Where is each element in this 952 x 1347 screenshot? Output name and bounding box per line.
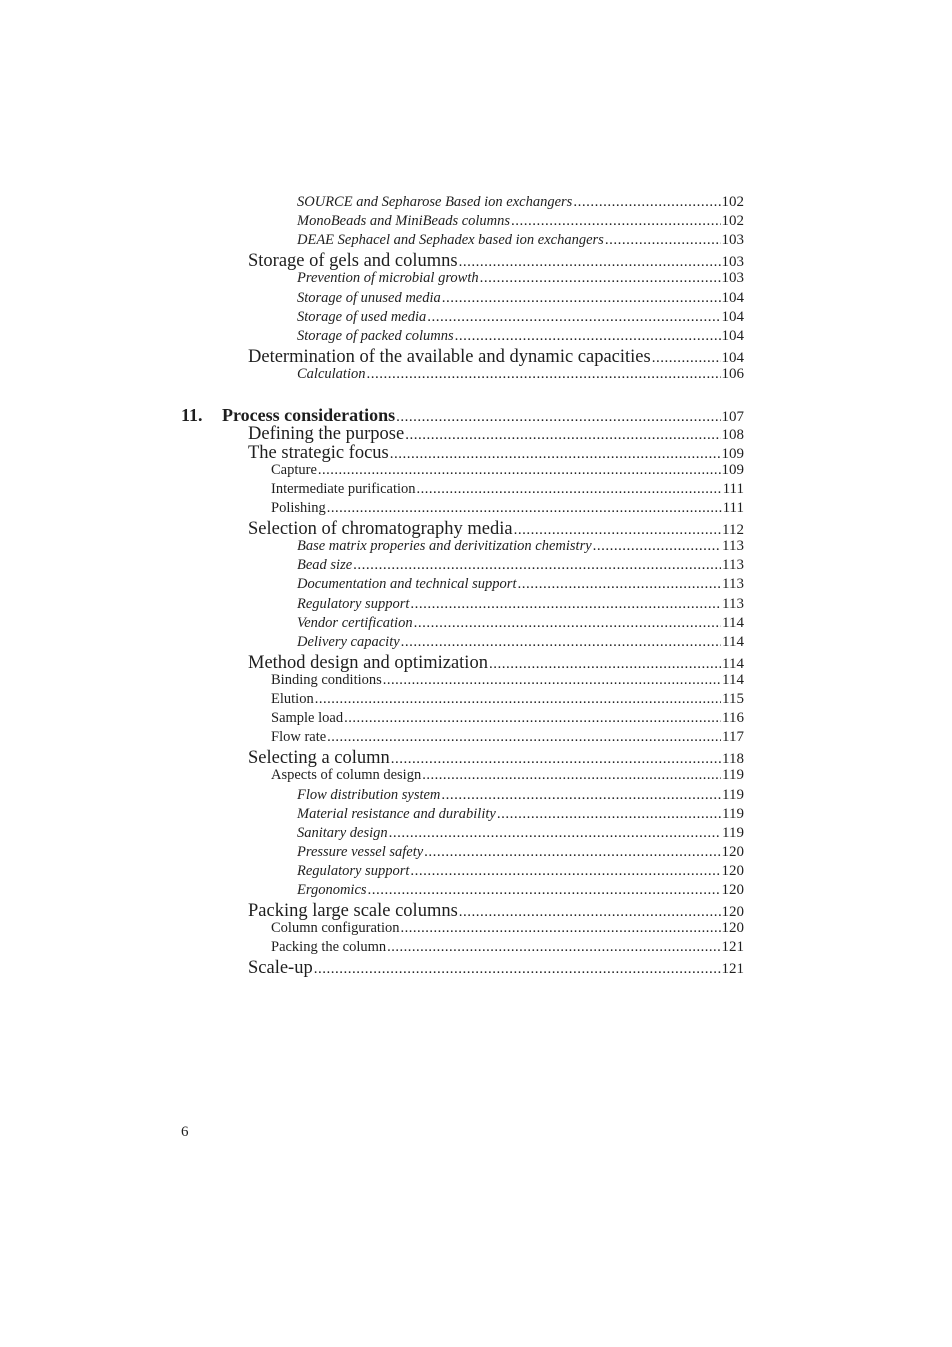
toc-entry xyxy=(297,232,744,249)
toc-entry-page: 109 xyxy=(721,461,744,478)
toc-entry-title: Sample load xyxy=(271,710,344,727)
dot-leader xyxy=(514,522,721,539)
toc-entry xyxy=(297,270,744,287)
toc-entry xyxy=(297,806,744,823)
toc-entry-page: 114 xyxy=(722,614,744,631)
dot-leader xyxy=(489,656,721,673)
toc-entry xyxy=(297,634,744,651)
dot-leader xyxy=(593,538,721,555)
toc-entry-title: Ergonomics xyxy=(297,882,367,898)
toc-entry xyxy=(297,366,744,383)
toc-entry-page: 113 xyxy=(722,576,744,593)
toc-entry-title: Regulatory support xyxy=(297,595,410,612)
toc-entry-page: 103 xyxy=(721,254,744,271)
toc-entry-page: 104 xyxy=(721,349,744,366)
toc-entry-page: 120 xyxy=(721,862,744,879)
toc-entry-page: 102 xyxy=(721,213,744,230)
toc-entry-title: Storage of packed columns xyxy=(297,327,454,344)
toc-entry xyxy=(271,672,744,689)
toc-entry-page: 119 xyxy=(722,786,744,803)
dot-leader xyxy=(383,672,721,689)
toc-entry-page: 117 xyxy=(722,729,744,746)
toc-entry-page: 108 xyxy=(721,426,744,443)
dot-leader xyxy=(387,939,720,956)
toc-entry xyxy=(297,576,744,593)
dot-leader xyxy=(652,350,721,367)
toc-entry-page: 115 xyxy=(722,691,744,707)
dot-leader xyxy=(315,691,721,708)
toc-entry xyxy=(248,958,744,979)
toc-entry-page: 119 xyxy=(722,805,744,822)
toc-entry xyxy=(271,462,744,479)
toc-entry-title: Packing large scale columns xyxy=(248,901,458,922)
toc-entry-page: 109 xyxy=(721,445,744,462)
toc-entry xyxy=(271,691,744,708)
toc-entry-page: 120 xyxy=(721,882,744,898)
dot-leader xyxy=(390,446,721,463)
toc-entry-title: Aspects of column design xyxy=(271,767,422,784)
toc-entry-title: Material resistance and durability xyxy=(297,805,496,822)
chapter-number: 11. xyxy=(181,404,203,425)
toc-entry xyxy=(248,519,744,540)
toc-entry xyxy=(297,194,744,211)
toc-entry xyxy=(297,328,744,345)
toc-entry-page: 114 xyxy=(722,671,744,688)
toc-entry xyxy=(297,787,744,804)
toc-entry-page: 104 xyxy=(721,327,744,344)
toc-entry-title: Capture xyxy=(271,461,317,478)
toc-entry-title: Pressure vessel safety xyxy=(297,843,424,860)
toc-entry xyxy=(297,290,744,307)
toc-entry-page: 104 xyxy=(721,289,744,306)
toc-entry-title: Bead size xyxy=(297,557,353,574)
toc-entry-page: 113 xyxy=(722,538,744,555)
toc-entry-page: 103 xyxy=(721,270,744,287)
toc-entry-title: Selection of chromatography media xyxy=(248,519,513,540)
dot-leader xyxy=(417,481,722,498)
dot-leader xyxy=(422,767,721,784)
toc-entry xyxy=(297,844,744,861)
toc-entry-title: MonoBeads and MiniBeads columns xyxy=(297,213,511,230)
toc-entry-page: 113 xyxy=(722,557,744,574)
toc-entry-page: 118 xyxy=(722,751,744,768)
toc-entry-page: 103 xyxy=(721,232,744,249)
toc-entry-page: 114 xyxy=(722,655,744,672)
dot-leader xyxy=(410,596,721,613)
dot-leader xyxy=(427,309,720,326)
dot-leader xyxy=(424,844,720,861)
toc-entry xyxy=(297,309,744,326)
toc-entry xyxy=(248,347,744,368)
toc-entry xyxy=(297,825,744,842)
toc-entry-page: 114 xyxy=(722,633,744,650)
dot-leader xyxy=(480,270,721,287)
toc-entry xyxy=(248,443,744,464)
toc-entry-page: 111 xyxy=(722,500,744,516)
chapter-title: Process considerations xyxy=(222,404,396,425)
toc-entry-page: 119 xyxy=(722,824,744,841)
toc-entry-title: Determination of the available and dynamic capacities xyxy=(248,346,651,367)
toc-entry-title: Packing the column xyxy=(271,939,387,956)
dot-leader xyxy=(400,920,720,937)
toc-entry-page: 112 xyxy=(722,522,744,539)
toc-entry-title: Delivery capacity xyxy=(297,633,400,650)
toc-entry xyxy=(271,500,744,517)
dot-leader xyxy=(455,328,721,345)
dot-leader xyxy=(414,615,721,632)
dot-leader xyxy=(442,290,721,307)
toc-entry xyxy=(271,767,744,784)
dot-leader xyxy=(366,366,720,383)
dot-leader xyxy=(344,710,721,727)
toc-entry-title: Elution xyxy=(271,691,314,707)
dot-leader xyxy=(318,462,721,479)
dot-leader xyxy=(405,427,720,444)
dot-leader xyxy=(459,254,721,271)
toc-entry-title: Documentation and technical support xyxy=(297,576,517,593)
dot-leader xyxy=(517,576,721,593)
toc-entry-page: 116 xyxy=(722,710,744,727)
dot-leader xyxy=(459,904,721,921)
toc-entry xyxy=(248,901,744,922)
toc-entry xyxy=(271,481,744,498)
toc-entry xyxy=(271,939,744,956)
toc-entry-title: DEAE Sephacel and Sephadex based ion exchangers xyxy=(297,232,604,249)
toc-entry-page: 121 xyxy=(721,939,744,956)
dot-leader xyxy=(497,806,721,823)
toc-entry-title: Storage of unused media xyxy=(297,289,441,306)
toc-entry-page: 121 xyxy=(721,961,744,978)
toc-entry-page: 120 xyxy=(721,843,744,860)
toc-entry-title: Method design and optimization xyxy=(248,652,488,673)
toc-entry-page: 111 xyxy=(722,480,744,497)
dot-leader xyxy=(389,825,721,842)
toc-entry-title: Flow rate xyxy=(271,729,327,746)
toc-entry-title: Scale-up xyxy=(248,958,313,979)
toc-entry-title: Defining the purpose xyxy=(248,423,405,444)
toc-entry xyxy=(297,538,744,555)
toc-entry-page: 120 xyxy=(721,904,744,921)
toc-entry-title: Sanitary design xyxy=(297,824,388,841)
toc-entry-title xyxy=(181,405,395,426)
toc-entry xyxy=(297,863,744,880)
toc-entry-title: Storage of gels and columns xyxy=(248,251,458,272)
toc-entry xyxy=(271,920,744,937)
toc-entry xyxy=(248,424,744,445)
toc-entry-title: Prevention of microbial growth xyxy=(297,270,479,287)
toc-entry xyxy=(297,882,744,899)
toc-entry xyxy=(297,213,744,230)
toc-entry-page: 113 xyxy=(722,595,744,612)
toc-entry xyxy=(248,251,744,272)
toc-entry-title: Intermediate purification xyxy=(271,480,416,497)
toc-entry-page: 106 xyxy=(721,365,744,382)
toc-entry-title: Base matrix properies and derivitization chemistry xyxy=(297,538,592,555)
toc-entry xyxy=(297,557,744,574)
toc-entry-page: 102 xyxy=(721,194,744,210)
dot-leader xyxy=(441,787,721,804)
chapter-entry xyxy=(181,405,744,426)
dot-leader xyxy=(391,751,721,768)
dot-leader xyxy=(511,213,720,230)
toc-entry-title: Flow distribution system xyxy=(297,786,441,803)
toc-entry-title: Column configuration xyxy=(271,920,400,937)
dot-leader xyxy=(410,863,720,880)
toc-entry-page: 107 xyxy=(721,408,744,425)
toc-entry-title: SOURCE and Sepharose Based ion exchangers xyxy=(297,194,573,210)
toc-entry-title: Calculation xyxy=(297,365,366,382)
dot-leader xyxy=(353,557,721,574)
toc-entry-title: Polishing xyxy=(271,500,326,516)
dot-leader xyxy=(327,500,722,517)
toc-entry-page: 120 xyxy=(721,920,744,937)
toc-entry-title: Selecting a column xyxy=(248,748,390,769)
toc-entry xyxy=(297,615,744,632)
toc-entry-title: Binding conditions xyxy=(271,671,382,688)
dot-leader xyxy=(327,729,721,746)
toc-entry-title: Regulatory support xyxy=(297,862,410,879)
dot-leader xyxy=(401,634,721,651)
dot-leader xyxy=(573,194,720,211)
toc-entry xyxy=(248,748,744,769)
dot-leader xyxy=(605,232,721,249)
toc-entry xyxy=(271,710,744,727)
toc-entry-title: Storage of used media xyxy=(297,308,427,325)
toc-entry-page: 119 xyxy=(722,767,744,784)
page-number: 6 xyxy=(181,1124,189,1140)
dot-leader xyxy=(368,882,721,899)
toc-entry-title: The strategic focus xyxy=(248,442,389,463)
toc-entry-title: Vendor certification xyxy=(297,614,413,631)
toc-entry xyxy=(297,596,744,613)
toc-entry xyxy=(248,653,744,674)
toc-entry-page: 104 xyxy=(721,308,744,325)
dot-leader xyxy=(314,961,721,978)
toc-entry xyxy=(271,729,744,746)
